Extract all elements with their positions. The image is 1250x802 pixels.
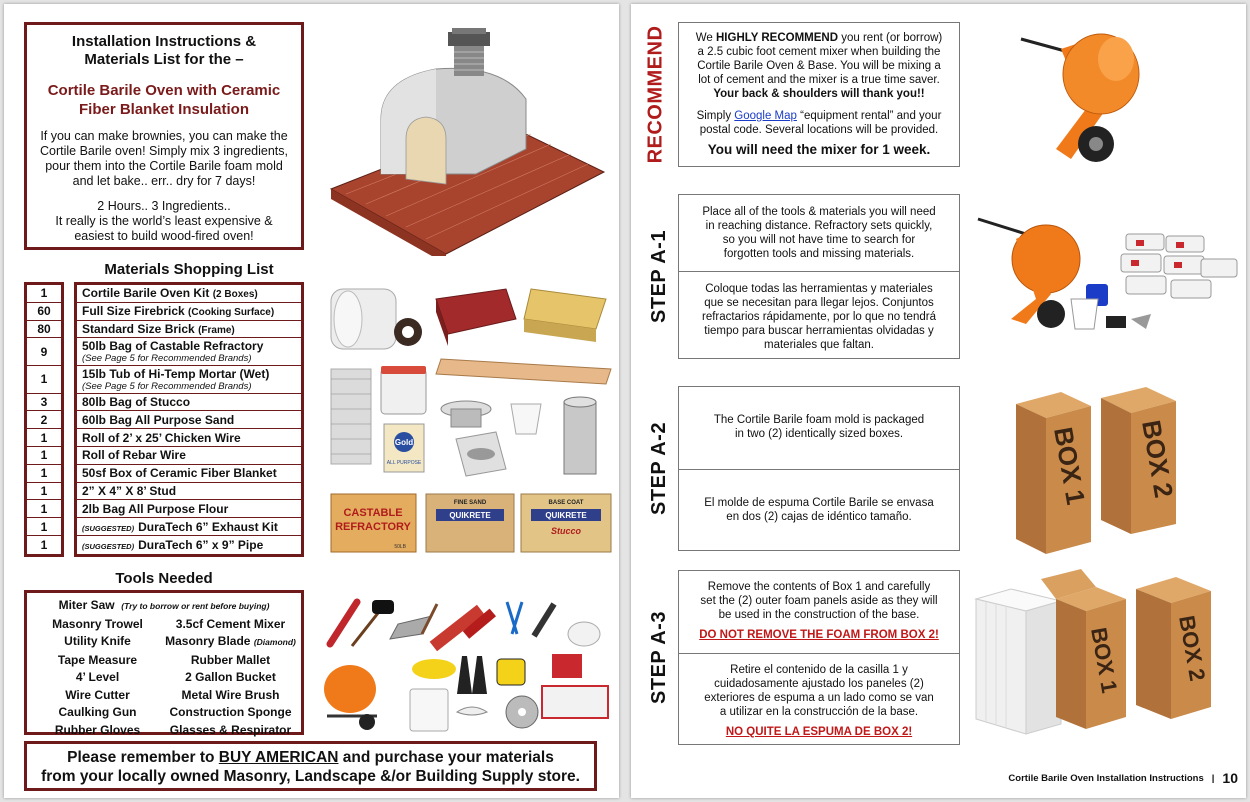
intro-paragraph xyxy=(33,199,295,244)
tool-name: 2 Gallon Bucket xyxy=(185,670,276,684)
tool-name: Caulking Gun xyxy=(58,705,137,719)
material-name: DuraTech 6” Exhaust Kit xyxy=(138,519,278,534)
material-name: Cortile Barile Oven Kit xyxy=(82,286,210,301)
material-name: Roll of 2’ x 25’ Chicken Wire xyxy=(82,430,241,445)
tool-name: 4’ Level xyxy=(75,670,120,684)
material-prefix: (SUGGESTED) xyxy=(82,541,135,551)
intro-paragraph xyxy=(33,129,295,189)
footer-separator: | xyxy=(1211,772,1215,784)
material-qty: 2 xyxy=(27,411,61,429)
cement-mixer-image xyxy=(1016,19,1156,169)
text: you rent (or borrow) xyxy=(838,32,943,44)
text: in reaching distance. Refractory sets quickly, xyxy=(705,220,933,232)
text-bold: HIGHLY RECOMMEND xyxy=(716,32,839,44)
material-name: 2lb Bag All Purpose Flour xyxy=(82,501,229,516)
page-footer xyxy=(1008,770,1238,786)
material-item xyxy=(77,536,301,554)
material-name: 15lb Tub of Hi-Temp Mortar (Wet) xyxy=(82,366,270,381)
intro-subtitle xyxy=(33,81,295,119)
tool-name: Utility Knife xyxy=(64,634,131,648)
text: in two (2) identically sized boxes. xyxy=(734,428,904,440)
step-a1-label xyxy=(639,194,679,359)
material-item xyxy=(77,338,301,366)
step-a1-english xyxy=(679,195,959,271)
tool-name: Glasses & Respirator xyxy=(169,722,292,737)
note-text: and purchase your materials xyxy=(338,749,554,766)
stucco-name-label: Stucco xyxy=(550,526,582,536)
box1-label: BOX 1 xyxy=(1048,424,1092,507)
tool-item xyxy=(31,704,164,722)
material-item xyxy=(77,447,301,465)
tool-name: Miter Saw xyxy=(58,598,115,612)
intro-line: pour them into the Cortile Barile foam mold xyxy=(45,159,283,173)
material-note: (See Page 5 for Recommended Brands) xyxy=(82,380,252,392)
material-note: (See Page 5 for Recommended Brands) xyxy=(82,353,252,365)
material-name: Standard Size Brick xyxy=(82,321,195,336)
material-qty: 1 xyxy=(27,429,61,447)
step-a2-english xyxy=(679,387,959,469)
material-name-line xyxy=(82,339,263,353)
tool-name: Tape Measure xyxy=(57,652,138,667)
material-qty: 1 xyxy=(40,537,48,552)
tool-name: Wire Cutter xyxy=(65,687,130,702)
material-name: Roll of Rebar Wire xyxy=(82,448,186,463)
material-name-line xyxy=(82,286,258,300)
recommend-text xyxy=(679,23,959,163)
tool-item xyxy=(164,704,297,722)
material-qty: 1 xyxy=(27,447,61,465)
text: The Cortile Barile foam mold is packaged xyxy=(713,414,925,426)
box2-label: BOX 2 xyxy=(1174,613,1211,683)
tool-name: Masonry Trowel xyxy=(52,616,143,631)
note-text: from your locally owned Masonry, Landscape &/or Building Supply store. xyxy=(41,768,580,785)
note-emphasis: BUY AMERICAN xyxy=(218,749,339,766)
material-name: 50lb Bag of Castable Refractory xyxy=(82,339,264,354)
tool-name: Rubber Mallet xyxy=(190,652,271,667)
step-label-text: STEP A-3 xyxy=(647,611,670,704)
intro-line: easiest to build wood-fired oven! xyxy=(74,229,254,243)
text: exteriores de espuma a un lado como se van xyxy=(704,692,934,704)
material-item xyxy=(77,429,301,447)
intro-line: 2 Hours.. 3 Ingredients.. xyxy=(97,199,231,213)
material-qty: 1 xyxy=(27,285,61,303)
text-bold: Your back & shoulders will thank you!! xyxy=(713,88,925,100)
tools-heading: Tools Needed xyxy=(115,570,213,587)
intro-line: and let bake.. err.. dry for 7 days! xyxy=(72,174,256,188)
intro-line: It really is the world’s least expensive & xyxy=(55,214,273,228)
material-name-line xyxy=(82,448,186,462)
material-detail: (Frame) xyxy=(198,324,235,336)
material-qty: 9 xyxy=(27,338,61,366)
flour-brand-label: Gold xyxy=(394,438,414,447)
sand-brand-label: QUIKRETE xyxy=(449,511,491,520)
text: be used in the construction of the base. xyxy=(718,609,920,621)
material-item xyxy=(77,465,301,483)
material-name-line xyxy=(82,502,228,516)
text: a 2.5 cubic foot cement mixer when building the xyxy=(697,46,941,58)
material-qty: 1 xyxy=(27,465,61,483)
stucco-top-label: BASE COAT xyxy=(548,500,584,506)
material-detail: (Cooking Surface) xyxy=(188,307,275,319)
step-a2-label xyxy=(639,386,679,551)
step-label-text: STEP A-1 xyxy=(647,230,670,323)
step-a1-spanish xyxy=(679,271,959,358)
tool-item xyxy=(164,687,297,705)
material-item xyxy=(77,518,301,536)
material-qty: 1 xyxy=(27,366,61,394)
text: Retire el contenido de la casilla 1 y xyxy=(730,664,908,676)
tool-item xyxy=(31,669,164,687)
text: materiales que faltan. xyxy=(764,339,874,351)
material-name-line xyxy=(82,322,235,336)
text: cuidadosamente ajustado los paneles (2) xyxy=(714,678,924,690)
castable-label-line1: CASTABLE xyxy=(343,507,403,519)
tool-item xyxy=(31,687,164,705)
material-name: 2” X 4” X 8’ Stud xyxy=(82,483,177,498)
material-qty: 60 xyxy=(27,303,61,321)
tool-item xyxy=(31,652,164,670)
material-name-line xyxy=(82,431,241,445)
material-name: 80lb Bag of Stucco xyxy=(82,395,191,409)
text: Place all of the tools & materials you will need xyxy=(702,206,936,218)
tool-note: (Try to borrow or rent before buying) xyxy=(121,601,270,611)
intro-subtitle-line: Fiber Blanket Insulation xyxy=(78,101,250,118)
material-item xyxy=(77,303,301,321)
material-name-line xyxy=(82,538,263,552)
intro-title-line: Materials List for the – xyxy=(84,51,244,68)
tool-item xyxy=(164,722,297,740)
oven-illustration xyxy=(326,24,606,256)
material-qty: 3 xyxy=(27,394,61,412)
right-page xyxy=(631,4,1246,798)
flour-sub-label: ALL PURPOSE xyxy=(386,460,422,466)
tool-item xyxy=(31,597,297,616)
material-name-line xyxy=(82,413,234,427)
intro-title-line: Installation Instructions & xyxy=(71,33,257,50)
tool-item xyxy=(31,633,164,652)
text: que se necesitan para llegar lejos. Conjuntos xyxy=(704,297,934,309)
tool-item xyxy=(164,652,297,670)
material-item xyxy=(77,500,301,518)
tool-name: Construction Sponge xyxy=(169,705,292,719)
text: refractarios rápidamente, por lo que no tendrá xyxy=(702,311,936,323)
step-a3-spanish xyxy=(679,653,959,744)
google-map-link[interactable]: Google Map xyxy=(734,110,797,122)
tools-and-materials-image xyxy=(976,204,1241,339)
tool-name: Masonry Blade xyxy=(165,634,251,648)
materials-heading: Materials Shopping List xyxy=(104,261,274,278)
tool-item xyxy=(31,722,164,740)
text: Remove the contents of Box 1 and carefully xyxy=(707,581,931,593)
material-detail: (2 Boxes) xyxy=(212,289,258,301)
tool-name: Rubber Gloves xyxy=(54,722,141,737)
material-name-line xyxy=(82,367,269,381)
step-a3-english xyxy=(679,571,959,653)
material-prefix: (SUGGESTED) xyxy=(82,523,135,533)
text: “equipment rental” and your xyxy=(796,110,942,122)
castable-label-line2: REFRACTORY xyxy=(335,521,411,533)
warning-text: NO QUITE LA ESPUMA DE BOX 2! xyxy=(725,726,913,738)
tool-item xyxy=(164,633,297,652)
box1-label: BOX 1 xyxy=(1086,625,1123,695)
material-name-line xyxy=(82,395,190,409)
text: forgotten tools and missing materials. xyxy=(723,248,915,260)
text: a utilizar en la construcción de la base. xyxy=(719,706,919,718)
box2-label: BOX 2 xyxy=(1136,417,1180,500)
intro-line: If you can make brownies, you can make the xyxy=(40,129,288,143)
text: Cortile Barile Oven & Base. You will be mixing a xyxy=(697,60,941,72)
tools-photo-collage xyxy=(322,594,614,734)
tool-item xyxy=(164,616,297,634)
box-unpacking-image xyxy=(971,569,1241,739)
material-item xyxy=(77,321,301,339)
buy-american-note xyxy=(24,741,597,791)
material-qty: 1 xyxy=(27,518,61,536)
text: tiempo para buscar herramientas olvidadas y xyxy=(704,325,934,337)
step-a2-spanish xyxy=(679,469,959,550)
text: so you will not have time to search for xyxy=(722,234,916,246)
castable-weight-label: 50LB xyxy=(394,544,406,550)
sand-top-label: FINE SAND xyxy=(453,500,487,506)
text: set the (2) outer foam panels aside as they will xyxy=(700,595,938,607)
material-name: 60lb Bag All Purpose Sand xyxy=(82,412,235,427)
text: Coloque todas las herramientas y materiales xyxy=(705,283,933,295)
materials-qty-column xyxy=(24,282,64,557)
page-number: 10 xyxy=(1222,770,1238,786)
tool-note: (Diamond) xyxy=(253,637,296,647)
material-qty: 1 xyxy=(27,500,61,518)
material-qty: 1 xyxy=(27,483,61,501)
step-a3-box xyxy=(678,570,960,745)
tools-box xyxy=(24,590,304,735)
warning-text: DO NOT REMOVE THE FOAM FROM BOX 2! xyxy=(699,629,939,641)
material-name: 50sf Box of Ceramic Fiber Blanket xyxy=(82,466,277,481)
tool-name: 3.5cf Cement Mixer xyxy=(175,616,286,631)
note-text: Please remember to xyxy=(67,749,219,766)
materials-photo-collage xyxy=(326,284,616,556)
material-name-line xyxy=(82,520,278,534)
tool-name: Metal Wire Brush xyxy=(181,687,280,702)
material-name-line xyxy=(82,466,277,480)
material-name-line xyxy=(82,304,274,318)
step-label-text: STEP A-2 xyxy=(647,422,670,515)
text: postal code. Several locations will be provided. xyxy=(699,124,939,136)
intro-box xyxy=(24,22,304,250)
material-item xyxy=(77,394,301,412)
tool-item xyxy=(31,616,164,634)
material-name: Full Size Firebrick xyxy=(82,304,185,319)
text: We xyxy=(695,32,716,44)
material-item xyxy=(77,411,301,429)
stucco-brand-label: QUIKRETE xyxy=(545,511,587,520)
intro-subtitle-line: Cortile Barile Oven with Ceramic xyxy=(47,82,281,99)
boxes-image xyxy=(1006,384,1226,559)
text: El molde de espuma Cortile Barile se envasa xyxy=(704,497,934,509)
intro-line: Cortile Barile oven! Simply mix 3 ingredients, xyxy=(39,144,289,158)
text: Simply xyxy=(696,110,735,122)
material-name-line xyxy=(82,484,176,498)
step-a2-box xyxy=(678,386,960,551)
material-name: DuraTech 6” x 9” Pipe xyxy=(138,537,264,552)
material-item xyxy=(77,366,301,394)
text: en dos (2) cajas de idéntico tamaño. xyxy=(726,511,912,523)
footer-title: Cortile Barile Oven Installation Instructions xyxy=(1008,772,1204,784)
material-item xyxy=(77,285,301,303)
tool-item xyxy=(164,669,297,687)
text: lot of cement and the mixer is a true time saver. xyxy=(698,74,940,86)
materials-item-column xyxy=(74,282,304,557)
intro-title xyxy=(33,33,295,69)
text-bold: You will need the mixer for 1 week. xyxy=(707,142,931,157)
step-a3-label xyxy=(639,570,679,745)
recommend-box xyxy=(678,22,960,167)
material-item xyxy=(77,483,301,501)
step-a1-box xyxy=(678,194,960,359)
recommend-label xyxy=(636,22,676,167)
recommend-label-text: RECOMMEND xyxy=(644,25,667,164)
material-qty: 80 xyxy=(27,321,61,339)
left-page xyxy=(4,4,619,798)
